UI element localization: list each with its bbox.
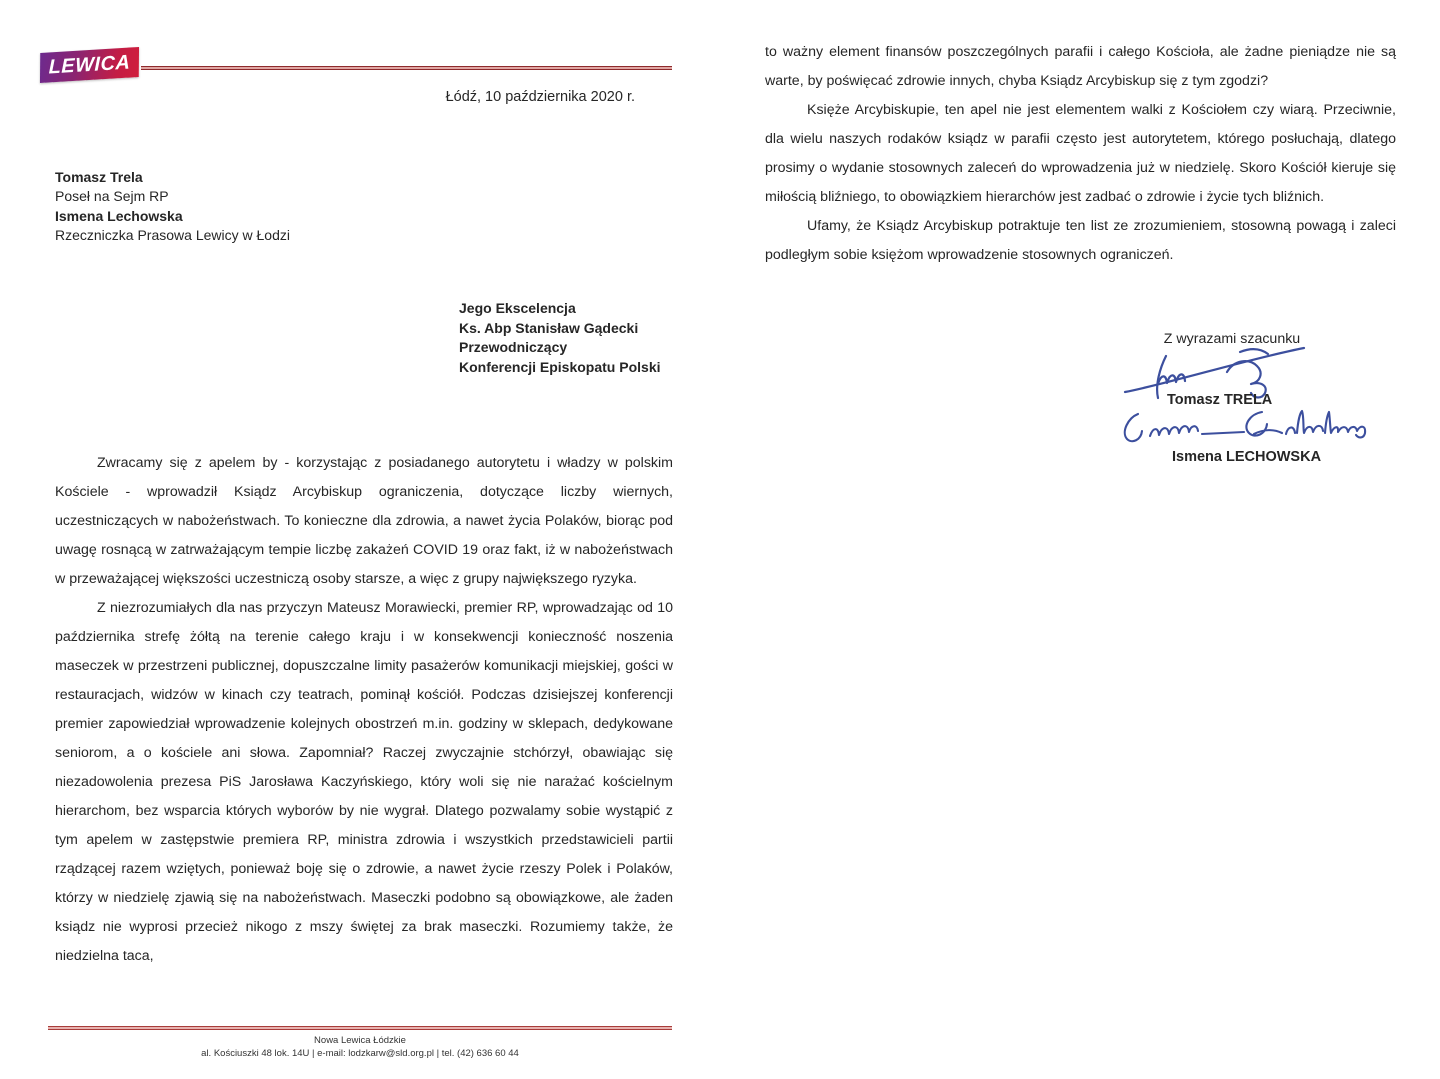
signature-ismena-lechowska	[1116, 406, 1374, 453]
footer-block	[48, 1034, 672, 1060]
paragraph: to ważny element finansów poszczególnych parafii i całego Kościoła, ale żadne pieniądze nie są warte, by poświęcać zdrowie innych, chyba Ksiądz Arcybiskup się z tym zgodzi?	[765, 44, 1396, 89]
recipient-line-3: Przewodniczący	[459, 339, 568, 356]
sender-block	[55, 168, 290, 245]
date-line: Łódź, 10 października 2020 r.	[445, 89, 635, 105]
sender-title-2: Rzeczniczka Prasowa Lewicy w Łodzi	[55, 226, 290, 243]
footer-org: Nowa Lewica Łódzkie	[314, 1035, 406, 1046]
closing-phrase: Z wyrazami szacunku	[1163, 331, 1301, 347]
paragraph: Ufamy, że Ksiądz Arcybiskup potraktuje ten list ze zrozumieniem, stosowną powagą i zaleci podległym sobie księżom wprowadzenie stosownych ograniczeń.	[765, 218, 1396, 263]
footer-rule	[48, 1026, 672, 1030]
recipient-line-4: Konferencji Episkopatu Polski	[459, 358, 661, 375]
lewica-logo	[40, 47, 139, 83]
typed-name-tomasz-trela: Tomasz TRELA	[1167, 392, 1273, 408]
recipient-block	[459, 299, 661, 377]
signature-tomasz-trela	[1122, 340, 1307, 400]
letter-body-page-2	[765, 38, 1396, 270]
recipient-line-2: Ks. Abp Stanisław Gądecki	[459, 319, 639, 336]
lewica-logo-text: LEWICA	[48, 50, 131, 79]
sender-name-1: Tomasz Trela	[55, 169, 143, 185]
recipient-line-1: Jego Ekscelencja	[459, 300, 576, 316]
sender-name-2: Ismena Lechowska	[55, 207, 183, 224]
sender-title-1: Poseł na Sejm RP	[55, 188, 169, 205]
paragraph: Księże Arcybiskupie, ten apel nie jest elementem walki z Kościołem czy wiarą. Przeciwnie, dla wielu naszych rodaków ksiądz w parafii często jest autorytetem, którego posłuchają, dlatego prosimy o wydanie stosownych zaleceń do wprowadzenia już w niedzielę. Skoro Kościół kieruje się miłością bliźniego, to obowiązkiem hierarchów jest zadbać o zdrowie i życie tych bliźnich.	[765, 102, 1396, 205]
paragraph: Z niezrozumiałych dla nas przyczyn Mateusz Morawiecki, premier RP, wprowadzając od 10 października strefę żółtą na terenie całego kraju i w konsekwencji konieczność noszenia maseczek w przestrzeni publicznej, dopuszczalne limity pasażerów komunikacji miejskiej, gości w restauracjach, widzów w kinach czy teatrach, pominął kościół. Podczas dzisiejszej konferencji premier zapowiedział wprowadzenie kolejnych obostrzeń m.in. godziny w sklepach, dedykowane seniorom, a o kościele ani słowa. Zapomniał? Raczej zwyczajnie stchórzył, obawiając się niezadowolenia prezesa PiS Jarosława Kaczyńskiego, który woli się nie narażać kościelnym hierarchom, bez wsparcia których wyborów by nie wygrał. Dlatego pozwalamy sobie wystąpić z tym apelem w zastępstwie premiera RP, ministra zdrowia i wszystkich przedstawicieli partii rządzącej razem wziętych, ponieważ boję się o zdrowie, a nawet życie rzeszy Polek i Polaków, którzy w niedzielę zjawią się na nabożeństwach. Maseczki podobno są obowiązkowe, ale żaden ksiądz nie wyprosi przecież nikogo z mszy świętej za brak maseczki. Rozumiemy także, że niedzielna taca,	[55, 600, 673, 964]
paragraph: Zwracamy się z apelem by - korzystając z posiadanego autorytetu i władzy w polskim Kościele - wprowadził Ksiądz Arcybiskup ograniczenia, dotyczące liczby wiernych, uczestniczących w nabożeństwach. To konieczne dla zdrowia, a nawet życia Polaków, biorąc pod uwagę rosnącą w zatrważającym tempie liczbę zakażeń COVID 19 oraz fakt, iż w nabożeństwach w przeważającej większości uczestniczą osoby starsze, a więc z grupy największego ryzyka.	[55, 455, 673, 587]
footer-address: al. Kościuszki 48 lok. 14U | e-mail: lodzkarw@sld.org.pl | tel. (42) 636 60 44	[201, 1048, 519, 1059]
header-rule	[141, 66, 672, 70]
letter-body-page-1	[55, 449, 673, 971]
typed-name-ismena-lechowska: Ismena LECHOWSKA	[1172, 449, 1322, 465]
